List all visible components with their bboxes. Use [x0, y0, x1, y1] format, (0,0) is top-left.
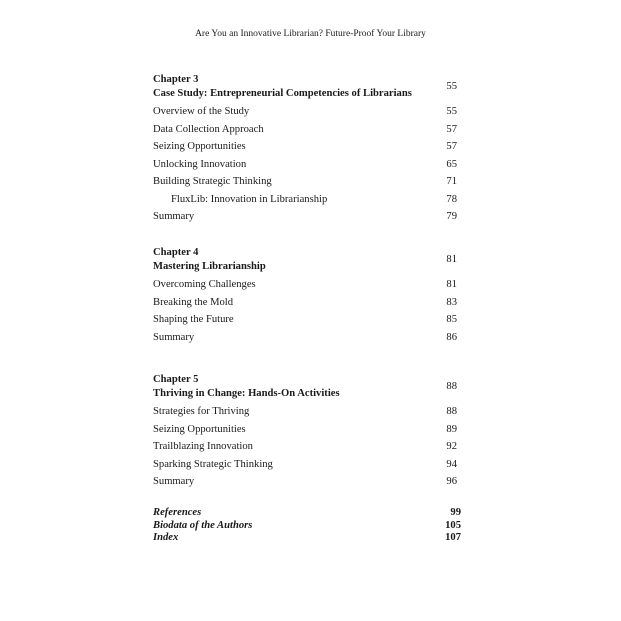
chapter-label: Chapter 3: [153, 74, 199, 85]
toc-entry: [153, 311, 457, 329]
chapter-3-section: [153, 73, 457, 226]
back-matter-page: 107: [445, 532, 461, 543]
toc-entry: [153, 294, 457, 312]
toc-entry-page: 89: [446, 423, 457, 435]
toc-entry-title: Strategies for Thriving: [153, 406, 250, 417]
toc-entry-page: 57: [446, 141, 457, 152]
chapter-title: Case Study: Entrepreneurial Competencies of Librarians: [153, 88, 412, 99]
toc-entry: [153, 208, 457, 226]
chapter-heading: [153, 246, 457, 276]
toc-entry-title: Summary: [153, 476, 195, 487]
toc-entry-page: 71: [446, 176, 457, 187]
back-matter-title: References: [153, 507, 202, 518]
back-matter-title: Index: [153, 532, 179, 543]
back-matter-entry: [153, 532, 461, 545]
toc-entry-title: Seizing Opportunities: [153, 423, 246, 435]
toc-entry-page: 92: [446, 441, 457, 452]
toc-entry: [153, 121, 457, 139]
toc-entry-page: 55: [446, 106, 457, 117]
back-matter-entry: [153, 520, 461, 533]
toc-entry: [153, 456, 457, 474]
chapter-page-number: 81: [446, 254, 457, 265]
toc-entry-page: 94: [446, 458, 457, 470]
toc-entry-title: Sparking Strategic Thinking: [153, 458, 273, 470]
chapter-page-number: 55: [446, 81, 457, 92]
toc-subentry: [153, 191, 457, 209]
toc-entry-title: Unlocking Innovation: [153, 158, 247, 170]
chapter-label: Chapter 4: [153, 247, 199, 258]
toc-entry: [153, 173, 457, 191]
toc-entry: [153, 421, 457, 439]
toc-entry-page: 79: [446, 211, 457, 222]
toc-entry-page: 85: [446, 314, 457, 325]
toc-entry: [153, 473, 457, 491]
toc-entry-page: 65: [446, 158, 457, 170]
toc-entry-title: FluxLib: Innovation in Librarianship: [171, 193, 328, 205]
toc-entry-page: 81: [446, 279, 457, 290]
toc-entry-title: Breaking the Mold: [153, 296, 234, 308]
toc-entry: [153, 276, 457, 294]
toc-entry: [153, 329, 457, 347]
back-matter-page: 99: [450, 507, 461, 518]
chapter-heading: [153, 73, 457, 103]
chapter-title: Thriving in Change: Hands-On Activities: [153, 388, 340, 399]
toc-entry-page: 78: [446, 193, 457, 205]
toc-entry-title: Overview of the Study: [153, 106, 250, 117]
back-matter-page: 105: [445, 519, 461, 531]
toc-entry-title: Summary: [153, 331, 195, 343]
toc-entry-title: Building Strategic Thinking: [153, 176, 272, 187]
toc-entry-title: Shaping the Future: [153, 314, 234, 325]
toc-entry-title: Trailblazing Innovation: [153, 441, 253, 452]
toc-entry: [153, 403, 457, 421]
chapter-page-number: 88: [446, 381, 457, 392]
chapter-5-section: [153, 373, 457, 491]
toc-entry: [153, 103, 457, 121]
toc-entry-page: 83: [446, 296, 457, 308]
toc-entry-title: Summary: [153, 211, 195, 222]
toc-entry-title: Overcoming Challenges: [153, 279, 256, 290]
toc-entry-title: Seizing Opportunities: [153, 141, 246, 152]
chapter-4-section: [153, 246, 457, 346]
back-matter-entry: [153, 507, 461, 520]
running-head: Are You an Innovative Librarian? Future-Proof Your Library: [195, 29, 426, 39]
chapter-title: Mastering Librarianship: [153, 261, 266, 272]
toc-entry: [153, 138, 457, 156]
chapter-label: Chapter 5: [153, 374, 199, 385]
toc-entry-page: 88: [446, 406, 457, 417]
toc-entry: [153, 156, 457, 174]
toc-entry-title: Data Collection Approach: [153, 123, 264, 135]
toc-entry: [153, 438, 457, 456]
back-matter-section: [153, 507, 461, 545]
toc-entry-page: 96: [446, 476, 457, 487]
chapter-heading: [153, 373, 457, 403]
toc-entry-page: 57: [446, 123, 457, 135]
toc-entry-page: 86: [446, 331, 457, 343]
back-matter-title: Biodata of the Authors: [153, 519, 253, 531]
